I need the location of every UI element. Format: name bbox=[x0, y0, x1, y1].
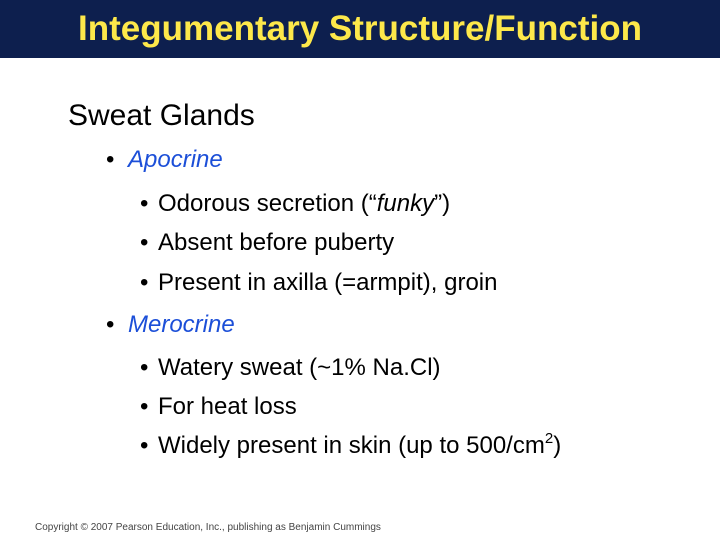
bullet-icon: • bbox=[140, 269, 149, 296]
bullet-icon: • bbox=[140, 432, 149, 459]
merocrine-item-2 bbox=[140, 392, 297, 422]
merocrine-item-2-text: For heat loss bbox=[158, 393, 297, 420]
apocrine-item-1-emphasis: funky bbox=[376, 190, 435, 217]
apocrine-item-1 bbox=[140, 189, 450, 219]
bullet-icon: • bbox=[140, 393, 149, 420]
apocrine-item-1-close: ”) bbox=[434, 190, 451, 217]
merocrine-item-3-close: ) bbox=[553, 432, 562, 459]
bullet-merocrine bbox=[106, 310, 235, 340]
merocrine-item-1-text: Watery sweat (~1% Na.Cl) bbox=[158, 354, 441, 381]
bullet-merocrine-label: Merocrine bbox=[128, 311, 235, 338]
copyright-notice: Copyright © 2007 Pearson Education, Inc., publishing as Benjamin Cummings bbox=[35, 522, 381, 533]
bullet-icon: • bbox=[140, 354, 149, 381]
slide-title: Integumentary Structure/Function bbox=[78, 9, 642, 48]
bullet-apocrine-label: Apocrine bbox=[128, 146, 223, 173]
superscript-exponent: 2 bbox=[544, 430, 554, 447]
merocrine-item-3-text: Widely present in skin (up to 500/cm bbox=[158, 432, 545, 459]
apocrine-item-3-text: Present in axilla (=armpit), groin bbox=[158, 269, 498, 296]
section-heading: Sweat Glands bbox=[68, 99, 255, 132]
apocrine-item-1-text: Odorous secretion (“ bbox=[158, 190, 377, 217]
bullet-icon: • bbox=[106, 146, 115, 173]
bullet-icon: • bbox=[140, 190, 149, 217]
merocrine-item-1 bbox=[140, 353, 441, 383]
title-bar bbox=[0, 0, 720, 58]
apocrine-item-2-text: Absent before puberty bbox=[158, 229, 395, 256]
bullet-icon: • bbox=[140, 229, 149, 256]
bullet-icon: • bbox=[106, 311, 115, 338]
bullet-apocrine bbox=[106, 145, 223, 175]
apocrine-item-2 bbox=[140, 228, 394, 258]
apocrine-item-3 bbox=[140, 268, 497, 298]
merocrine-item-3 bbox=[140, 431, 561, 461]
